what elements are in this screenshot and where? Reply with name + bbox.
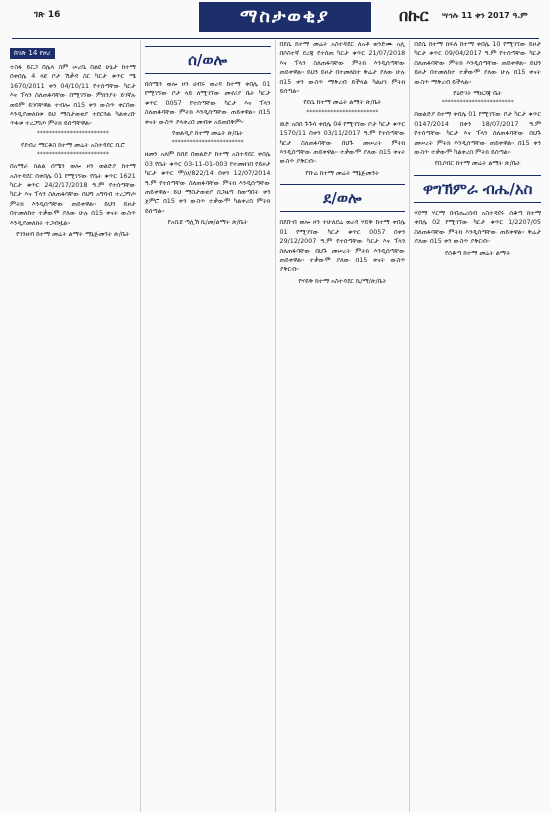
notice-text: በደቡብ ወሎ ዞን ተሁለደሬ ወረዳ ሃይቅ ከተማ ቀበሌ 01 የሚገኘው ካርታ ቁጥር 0057 በቀን 29/12/2007 ዓ.ም የተሰጣቸው ካርታ እና ፕላን ስለጠፋባቸው በህጉ መሠረት ምትክ እንዲሰጣቸው ጠይቀዋል። ተቃውሞ ያለው በ15 ቀናት ውስጥ ያቅርብ።	[279, 218, 406, 274]
notice-separator: ************************	[171, 139, 244, 147]
issue-date: ሣኅሉ 11 ቀን 2017 ዓ.ም	[442, 11, 528, 20]
notice-separator: ************************	[306, 108, 379, 116]
notice-text: ዘመን አለም ከበደ በወልድያ ከተማ አስተዳደር ቀበሌ 03 የቤት ቁጥር 03-11-01-003 የተመዘገበ የይዞታ ካርታ ቁጥር ሞ/ሀ/822/14 በቀን 12/07/2014 ዓ.ም የተሰጣቸው ስለጠፋባቸው ምትክ እንዲሰጣቸው ጠይቀዋል። ይህ ማስታወቂያ በጋዜጣ ከወጣበት ቀን ጀምሮ በ15 ቀን ውስጥ ተቃውሞ ካልቀረበ ምትክ ይሰጣል።	[144, 150, 271, 215]
notice-block	[414, 110, 541, 168]
column-3	[276, 40, 411, 812]
notice-block	[280, 40, 406, 116]
notice-signature: የሰቆጣ ከተማ መሬት ልማት	[444, 248, 511, 257]
notice-text: በሰሜን ወሎ ዞን ሀብሩ ወረዳ ከተማ ቀበሌ 01 የሚገኘው ቦታ ላይ ለሚገኘው መኖሪያ ቤት ካርታ ቁጥር 0057 የተሰጣቸው ካርታ እና ፕላን ስለጠፋባቸው ምትክ እንዲሰጣቸው ጠይቀዋል። በ15 ቀናት ውስጥ ያላቀረበ መብቱ አይጠበቅም።	[144, 80, 271, 126]
notice-signature: የሃይቅ ከተማ አስተዳደር ኬ/ማ/ጽ/ቤት	[298, 276, 387, 285]
continued-from-label: ከገጽ 14 የዞረ	[10, 48, 55, 59]
newspaper-name: በኩር	[399, 6, 429, 25]
notice-text: ተስፋ ይርጋ በሌላ ስም ሠረቤ በልዩ ሁኔታ ከተማ በቀበሌ 4 ላዩ ቦታ ሽቃዳ ስር ካርታ ቁጥር ሜ 1670/2011 ቀን 04/10/11 የተሰጣቸው ካርታ እና ፕላን ስለጠፋባቸው በሚገኘው ምክንያት ይገኛሉ ወይም ይገባቸዋል ተብሎ በ15 ቀን ውስጥ ቀርበው እንዲያመለክቱ ይህ ማስታወቂያ ተደርጓል ካልቀረቡ ጥፋቱ ተረጋግጦ ምትክ ይሰጣቸዋል።	[10, 63, 136, 128]
notice-separator: ************************	[36, 129, 109, 137]
notice-signature: የዕድገት ማዘጋጃ ቤት	[453, 89, 502, 98]
notice-signature: የአቢዩ ጣሊሽ ኬ/መ/ልማት ጽ/ቤት	[167, 218, 248, 227]
region-heading: ሰ/ወሎ	[145, 46, 271, 74]
header-rule	[12, 38, 539, 39]
notice-block	[10, 63, 136, 150]
notice-block	[145, 46, 271, 146]
notice-block	[414, 175, 541, 258]
notice-signature: የደብረ ማርቆስ ከተማ መሬት አስተዳደር ቢሮ	[21, 140, 125, 149]
notice-separator: ************************	[36, 151, 109, 159]
notice-text: ሃደማ ሃርማ በብሔረሰብ አስተዳደሩ ሰቆጣ ከተማ ቀበሌ 02 የሚገኘው ካርታ ቁጥር 1/2207/05 ስለጠፋባቸው ምትክ እንዲሰጣቸው ጠይቀዋል። ቅሬታ ያለው በ15 ቀን ውስጥ ያቅርብ።	[414, 208, 541, 246]
notice-signature: የደሴ ከተማ መሬት ልማት ጽ/ቤት	[303, 98, 382, 107]
region-heading: ዋግኽምራ ብሔ/አስ	[414, 175, 541, 203]
notice-block	[10, 151, 136, 239]
page-number: ገጽ 16	[34, 10, 61, 20]
column-4	[410, 40, 545, 812]
notice-block	[280, 120, 406, 178]
notice-signature: የቡሬ ከተማ መሬት ማኔጅመንት	[305, 168, 380, 177]
notice-signature: የወልዲያ ከተማ መሬት ጽ/ቤት	[172, 129, 244, 138]
column-2	[141, 40, 276, 812]
notice-block	[280, 184, 406, 286]
region-heading: ደ/ወሎ	[280, 184, 406, 212]
notice-block	[145, 150, 271, 227]
notice-signature: የቢሶበር ከተማ መሬት ልማት ጽ/ቤት	[434, 159, 521, 168]
column-1	[6, 40, 141, 812]
notice-text: ዉድ አበበ ጉጉሳ ቀበሌ 04 የሚገኘው ቦታ ካርታ ቁጥር 1570/11 በቀን 03/11/2017 ዓ.ም የተሰጣቸው ካርታ ስለጠፋባቸው በህጉ መሠረት ምትክ እንዲሰጣቸው ጠይቀዋል። ተቃውሞ ያለው በ15 ቀናት ውስጥ ያቅርብ።	[279, 119, 406, 166]
notice-text: በወልድያ ከተማ ቀበሌ 01 የሚገኘው ቦታ ካርታ ቁጥር 0147/2014 በቀን 18/07/2017 ዓ.ም የተሰጣቸው ካርታ እና ፕላን ስለጠፋባቸው በህጉ መሠረት ምትክ እንዲሰጣቸው ጠይቀዋል። በ15 ቀን ውስጥ ተቃውሞ ካልቀረበ ምትክ ይሰጣል።	[414, 110, 541, 157]
notice-text: በደሴ ከተማ መሬት አስተዳደር ለአቶ ወንድሙ አሊ በሶስተኛ ደረጃ የተሰጠ ካርታ ቁጥር 21/07/2018 እና ፕላን ስለጠፋባቸው ምትክ እንዲሰጣቸው ጠይቀዋል። ይህን ይዞታ በተመለከተ ቅሬታ ያለው ሁሉ በ15 ቀን ውስጥ ማቅረብ ይችላል ካልሆነ ምትክ ይሰጣል።	[279, 40, 406, 96]
notice-separator: ************************	[441, 99, 514, 107]
column-grid	[6, 40, 545, 812]
notice-signature: የገንዘብ ከተማ መሬት ልማት ማኔጅመንት ጽ/ቤት	[16, 230, 130, 239]
notice-text: በደሴ ከተማ ክፍለ ከተማ ቀበሌ 10 የሚገኘው ይዞታ ካርታ ቁጥር 09/04/2017 ዓ.ም የተሰጣቸው ካርታ ስለጠፋባቸው ምትክ እንዲሰጣቸው ጠይቀዋል። ይህን ይዞታ በተመለከተ ተቃውሞ ያለው ሁሉ በ15 ቀናት ውስጥ ማቅረብ ይችላል።	[414, 40, 541, 86]
notice-text: በአማራ ክልል ሰሜን ወሎ ዞን ወልድያ ከተማ አስተዳደር በቀበሌ 01 የሚገኘው የቤት ቁጥር 1621 ካርታ ቁጥር 24/2/17/2018 ዓ.ም የተሰጣቸው ካርታ እና ፕላን ስለጠፋባቸው በህግ አግባብ ተረጋግጦ ምትክ እንዲሰጣቸው ጠይቀዋል። ይህን ይዞታ በተመለከተ ተቃውሞ ያለው ሁሉ በ15 ቀናት ውስጥ እንዲያመለክት ተጋብዟል።	[10, 162, 136, 227]
section-title: ማስታወቂያ	[199, 2, 371, 32]
notice-block	[414, 40, 541, 106]
page-header	[6, 0, 545, 40]
